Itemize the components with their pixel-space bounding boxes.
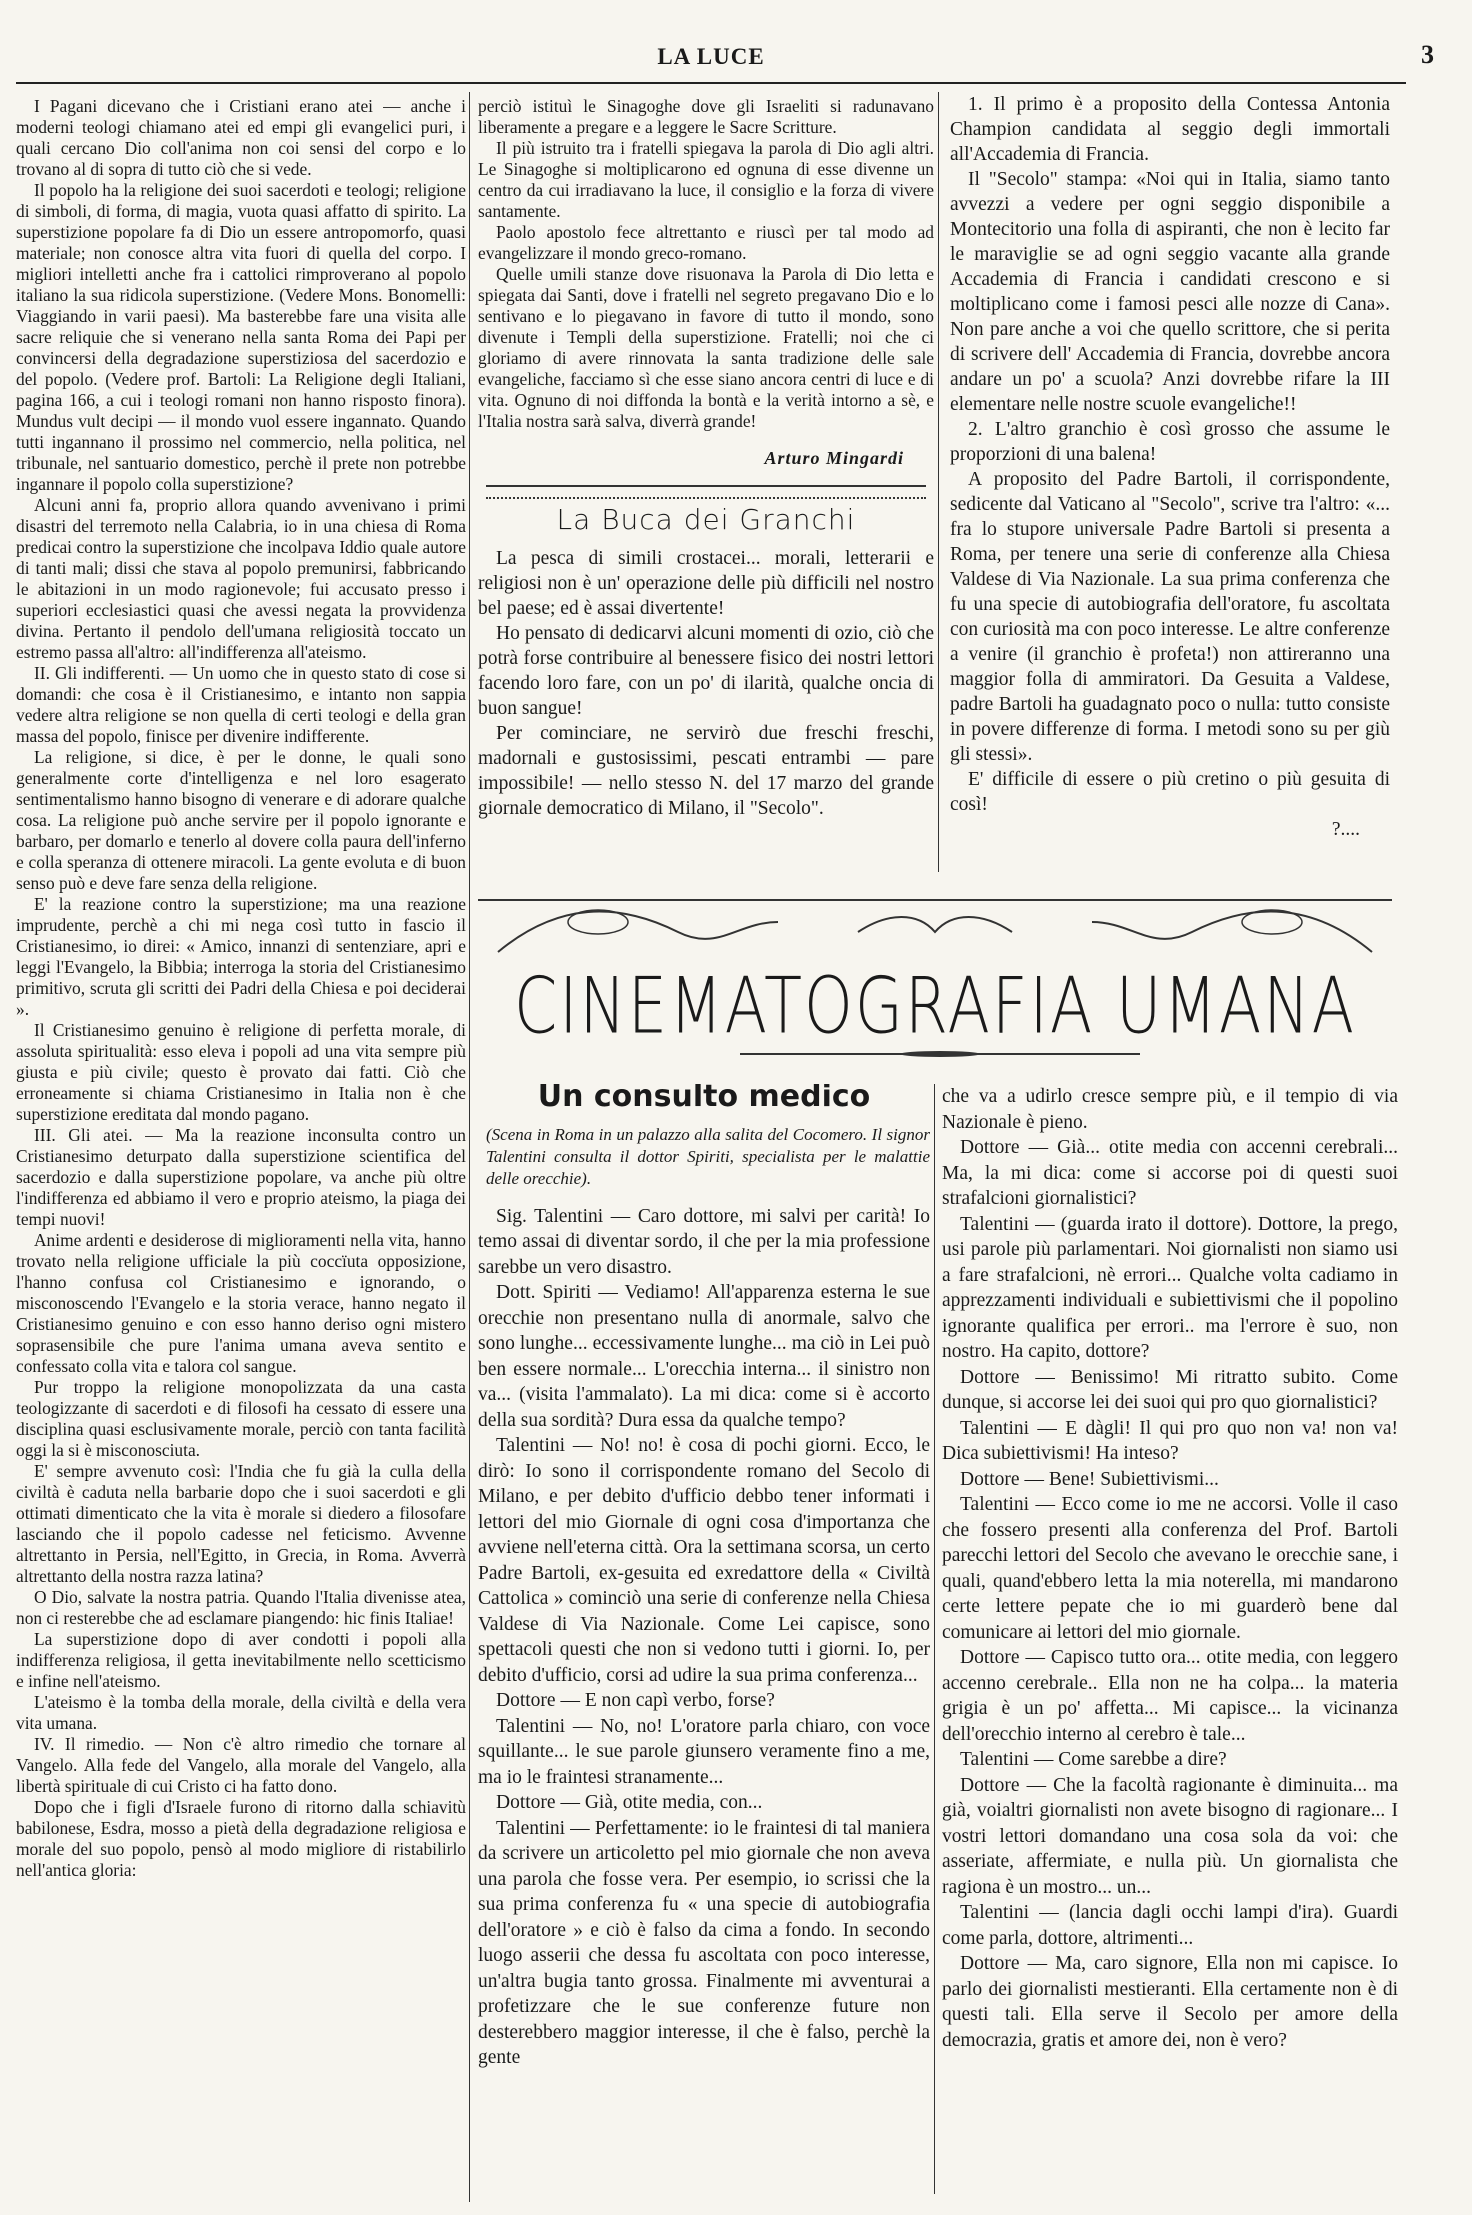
paragraph: 2. L'altro granchio è così grosso che assume le proporzioni di una balena!	[950, 419, 1390, 465]
paragraph: O Dio, salvate la nostra patria. Quando l'Italia divenisse atea, non ci resterebbe che ad esclamare piangendo: hic finis Italiae!	[16, 1587, 466, 1628]
column-divider	[469, 92, 470, 2202]
paragraph: Per cominciare, ne servirò due freschi freschi, madornali e gustosissimi, pescati entrambi — pare impossibile! — nello stesso N. del 17 marzo del grande giornale democratico di Milano, il "Secolo".	[478, 723, 934, 819]
dialogue-line: Talentini — (lancia dagli occhi lampi d'ira). Guardi come parla, dottore, altrimenti...	[942, 1902, 1398, 1949]
dialogue-line: Talentini — Perfettamente: io le fraintesi di tal maniera da scrivere un articoletto pel mio giornale che non aveva una parola che fosse vera. Per esempio, io scrissi che la sua prima conferenza fu « una specie di autobiografia dell'oratore » e ciò è falso da cima a fondo. In secondo luogo asserii che dessa fu ascoltata con poco interesse, un'altra bugia tanto grossa. Finalmente mi avventurai a profetizzare che le sue conferenze future non desterebbero maggior interesse, il che è falso, perchè la gente	[478, 1817, 930, 2068]
paragraph: L'ateismo è la tomba della morale, della civiltà e della vera vita umana.	[16, 1692, 466, 1733]
dialogue-line: Dott. Spiriti — Vediamo! All'apparenza esterna le sue orecchie non presentano nulla di anormale, salvo che sono lunghe... eccessivamente lunghe... ma ciò in Lei può ben essere normale... L'orecchia interna... il sinistro non va... (visita l'ammalato). La mi dica: come si è accorto della sua sordità? Dura essa da qualche tempo?	[478, 1282, 930, 1431]
header-rule	[16, 82, 1406, 84]
paragraph: Il più istruito tra i fratelli spiegava la parola di Dio agli altri. Le Sinagoghe si moltiplicarono ed ognuna di esse divenne un centro da cui irradiavano la luce, il consiglio e la forza di vivere santamente.	[478, 138, 934, 221]
paragraph: 1. Il primo è a proposito della Contessa Antonia Champion candidata al seggio degli immortali all'Accademia di Francia.	[950, 94, 1390, 165]
dialogue-line: Dottore — Già... otite media con accenni cerebrali... Ma, la mi dica: come si accorse poi di questi suoi strafalcioni giornalistici?	[942, 1137, 1398, 1209]
paragraph: Paolo apostolo fece altrettanto e riuscì per tal modo ad evangelizzare il mondo greco-romano.	[478, 222, 934, 263]
dialogue-line: Dottore — Bene! Subiettivismi...	[960, 1468, 1219, 1490]
dialogue-line: Dottore — Benissimo! Mi ritratto subito. Come dunque, si accorse lei dei suoi qui pro quo giornalistici?	[942, 1366, 1398, 1413]
dialogue-line: Talentini — No, no! L'oratore parla chiaro, con voce squillante... le sue parole giunsero veramente fino a me, ma io le fraintesi stranamente...	[478, 1715, 930, 1788]
paragraph: Il popolo ha la religione dei suoi sacerdoti e teologi; religione di simboli, di forma, di magia, vuota quasi affatto di spirito. La superstizione popolare fa di Dio un essere antropomorfo, quasi materiale; non conosce altra vita fuori di quella del corpo. I migliori intelletti anche fra i cattolici rimproverano al popolo italiano la sua ridicola superstizione. (Vedere Mons. Bonomelli: Viaggiando in varii paesi). Ma basterebbe fare una visita alle sacre reliquie che si venerano nella santa Roma dei Papi per convincersi della degradazione superstiziosa del sacerdozio e del popolo. (Vedere prof. Bartoli: La Religione degli Italiani, pagina 166, a cui i teologi romani non hanno risposto finora). Mundus vult decipi — il mondo vuol essere ingannato. Quando tutti ingannano il prossimo nel commercio, nella politica, nel tribunale, nel santuario domestico, perchè il prete non potrebbe ingannare il popolo colla superstizione?	[16, 180, 466, 494]
decorative-ornament	[478, 892, 1392, 962]
paragraph: IV. Il rimedio. — Non c'è altro rimedio che tornare al Vangelo. Alla fede del Vangelo, alla morale del Vangelo, alla libertà spirituale di cui Cristo ci ha fatto dono.	[16, 1734, 466, 1796]
article-title: Un consulto medico	[537, 1084, 871, 1114]
paragraph: Il Cristianesimo genuino è religione di perfetta morale, di assoluta spiritualità: esso eleva i popoli ad una vita sempre più giusta e più civile; questo è provato dai fatti. Ciò che erroneamente si chiama Cristianesimo in Italia non è che superstizione ereditata dal mondo pagano.	[16, 1020, 466, 1124]
dialogue-line: Talentini — Come sarebbe a dire?	[960, 1749, 1227, 1770]
dialogue-line: Dottore — Già, otite media, con...	[496, 1792, 763, 1813]
dialogue-line: Talentini — Ecco come io me ne accorsi. Volle il caso che fossero presenti alla conferenza del Prof. Bartoli parecchi lettori del Secolo che avevano le orecchie sane, i quali, quand'ebbero letta la mia noterella, mi mandarono certe lettere pepate che io mi guarderò bene dal comunicare ai lettori del mio giornale.	[942, 1494, 1398, 1643]
article-column-1	[16, 96, 466, 2196]
paragraph: E' sempre avvenuto così: l'India che fu già la culla della civiltà è caduta nella barbarie dopo che i suoi sacerdoti e gli ottimati dimenticato che la vita è morale si diedero a filosofare lasciando che il popolo cadesse nel feticismo. Avvenne altrettanto in Persia, nell'Egitto, in Grecia, in Roma. Avverrà altrettanto della nostra razza latina?	[16, 1461, 466, 1586]
dialogue-line: Dottore — Che la facoltà ragionante è diminuita... ma già, voialtri giornalisti non avete bisogno di ragionare... I vostri lettori domandano una cosa sola da voi: che asseriate, affermiate, e nulla più. Un giornalista che ragiona è un mostro... un...	[942, 1774, 1398, 1898]
paragraph: Il "Secolo" stampa: «Noi qui in Italia, siamo tanto avvezzi a vedere per ogni seggio disponibile a Montecitorio una folla di aspiranti, che non è lecito far le maraviglie se ad ogni seggio vacante alla grande Accademia di Francia i candidati crescono e si moltiplicano come i famosi pesci alle nozze di Cana». Non pare anche a voi che quello scrittore, che si perita di scrivere dell' Accademia di Francia, dovrebbe ancora andare un po' a scuola? Anzi dovrebbe rifare la III elementare nelle nostre scuole evangeliche!!	[950, 169, 1390, 415]
paragraph: E' difficile di essere o più cretino o più gesuita di così!	[950, 769, 1390, 815]
paragraph: Alcuni anni fa, proprio allora quando avvenivano i primi disastri del terremoto nella Calabria, io in una chiesa di Roma predicai contro la superstizione che incolpava Iddio quale autore di tanti mali; dissi che stava al popolo premunirsi, fabbricando le abitazioni in un modo ragionevole; fui accusato presso i superiori ecclesiastici quasi che avessi negata la provvidenza divina. Pertanto il pendolo dell'umana religiosità toccato un estremo passa all'altro: all'indifferenza all'ateismo.	[16, 495, 466, 662]
dialogue-line: Talentini — E dàgli! Il qui pro quo non va! non va! Dica subiettivismi! Ha inteso?	[942, 1417, 1398, 1464]
scene-intro: (Scena in Roma in un palazzo alla salita del Cocomero. Il signor Talentini consulta il dottor Spiriti, specialista per le malattie delle orecchie).	[486, 1124, 930, 1188]
column-divider	[938, 92, 939, 872]
paragraph: Ho pensato di dedicarvi alcuni momenti di ozio, ciò che potrà forse contribuire al benessere fisico dei nostri lettori facendo loro fare, con un po' di ilarità, qualche oncia di buon sangue!	[478, 623, 934, 719]
dialogue-line: Talentini — No! no! è cosa di pochi giorni. Ecco, le dirò: Io sono il corrispondente romano del Secolo di Milano, e per debito d'ufficio debbo tener informati i lettori del mio Giornale di ogni cosa d'importanza che avviene nell'eterna città. Ora la settimana scorsa, un certo Padre Bartoli, ex-gesuita ed exredattore della « Civiltà Cattolica » cominciò una serie di conferenze nella Chiesa Valdese di Via Nazionale. Come Lei capisce, sono spettacoli questi che non si vedono tutti i giorni. Io, per debito d'ufficio, corsi ad udire la sua prima conferenza...	[478, 1435, 930, 1686]
section-title: La Buca dei Granchi	[556, 503, 856, 536]
paragraph: La superstizione dopo di aver condotti i popoli alla indifferenza religiosa, il getta inevitabilmente nello scetticismo e infine nell'ateismo.	[16, 1629, 466, 1691]
paragraph: Anime ardenti e desiderose di miglioramenti nella vita, hanno trovato nella religione ufficiale la più coccïuta opposizione, l'hanno confusa col Cristianesimo e ignorando, o misconoscendo l'Evangelo e la storia verace, hanno negato il Cristianesimo genuino e con esso hanno deriso ogni mistero soprasensibile che pure l'anima umana aveva sentito e confessato colla vita e talora col sangue.	[16, 1230, 466, 1376]
article-column-3	[950, 92, 1390, 842]
column-divider	[934, 1084, 935, 2194]
paragraph: La religione, si dice, è per le donne, le quali sono generalmente corte d'intelligenza e nel loro esagerato sentimentalismo hanno bisogno di venerare e di adorare qualche cosa. La religione può anche servire per il popolo ignorante e barbaro, per domarlo e tenerlo al dovere colla paura dell'inferno e colla speranza di ottenere miracoli. La gente evoluta e di buon senso può e deve fare senza della religione.	[16, 747, 466, 893]
paragraph: Pur troppo la religione monopolizzata da una casta teologizzante di sacerdoti e di filosofi ha cessato di essere una disciplina quasi esclusivamente morale, perciò con tanta facilità oggi la si è misconosciuta.	[16, 1377, 466, 1460]
page-number: 3	[1421, 40, 1434, 69]
paragraph: III. Gli atei. — Ma la reazione inconsulta contro un Cristianesimo deturpato dalla superstizione scientifica del sacerdozio e dalla superstizione popolare, va anche più oltre l'indifferenza ed abbiamo il vero e proprio ateismo, la piaga dei tempi nuovi!	[16, 1125, 466, 1229]
paragraph: La pesca di simili crostacei... morali, letterarii e religiosi non è un' operazione delle più difficili nel nostro bel paese; ed è assai divertente!	[478, 548, 934, 619]
closing-mark: ?....	[1331, 819, 1360, 840]
page-header	[16, 40, 1434, 84]
dialogue-line: Dottore — Ma, caro signore, Ella non mi capisce. Io parlo dei giornalisti mestieranti. Ella certamente non è di questi tali. Ella serve il Secolo per amore della democrazia, gratis et amore dei, non è vero?	[942, 1953, 1398, 2051]
section-divider	[486, 485, 926, 499]
dialogue-column-1	[478, 1084, 930, 2194]
dialogue-line: Dottore — E non capì verbo, forse?	[496, 1690, 775, 1711]
paragraph: Dopo che i figli d'Israele furono di ritorno dalla schiavitù babilonese, Esdra, mosso a pietà della degradazione religiosa e morale del suo popolo, pensò al modo migliore di ristabilirlo nell'antica gloria:	[16, 1797, 466, 1880]
paragraph: II. Gli indifferenti. — Un uomo che in questo stato di cose si domandi: che cosa è il Cristianesimo, e intanto non sappia vedere altra religione se non quella di certi teologi e della gran massa del popolo, finisce per divenire indifferente.	[16, 663, 466, 746]
paragraph: Quelle umili stanze dove risuonava la Parola di Dio letta e spiegata dai Santi, dove i fratelli nel segreto pregavano Dio e lo sentivano e lo piegavano in favore di tutto il mondo, sono divenute i Templi della superstizione. Fratelli; noi che ci gloriamo di avere rinnovata la santa tradizione delle sale evangeliche, facciamo sì che esse siano ancora centri di luce e di vita. Ognuno di noi diffonda la bontà e la verità intorno a sè, e l'Italia nostra sarà salva, diverrà grande!	[478, 264, 934, 431]
author-signature: Arturo Mingardi	[764, 448, 904, 468]
paragraph: A proposito del Padre Bartoli, il corrispondente, sedicente dal Vaticano al "Secolo", scrive tra l'altro: «... fra lo stupore universale Padre Bartoli si presenta a Roma, per tenere una serie di conferenze alla Chiesa Valdese di Via Nazionale. La sua prima conferenza che fu una specie di autobiografia dell'oratore, fu ascoltata con curiosità ma con poco interesse. Le altre conferenze a venire (il granchio è profeta!) non attireranno una maggior folla di ammiratori. Da Gesuita a Valdese, padre Bartoli ha guadagnato poco o nulla: tutto consiste in povere differenze di forma. I metodi sono su per giù gli stessi».	[950, 469, 1390, 765]
dialogue-line: Dottore — Capisco tutto ora... otite media, con leggero accenno cerebrale.. Ella non ne ha colpa... la materia grigia è un po' affetta... Mi capisce... la vicinanza dell'orecchio interno al cerebro è tale...	[942, 1647, 1398, 1745]
paragraph: perciò istituì le Sinagoghe dove gli Israeliti si radunavano liberamente a pregare e a leggere le Sacre Scritture.	[478, 96, 934, 137]
section-banner-title: CINEMATOGRAFIA UMANA	[513, 960, 1357, 1052]
paragraph: I Pagani dicevano che i Cristiani erano atei — anche i moderni teologi chiamano atei ed empi gli evangelici puri, i quali cercano Dio coll'anima non coi sensi del corpo e lo trovano al di sopra di tutto ciò che si vede.	[16, 96, 466, 179]
dialogue-line: che va a udirlo cresce sempre più, e il tempio di via Nazionale è pieno.	[942, 1086, 1398, 1133]
newspaper-title: LA LUCE	[657, 44, 765, 69]
dialogue-line: Talentini — (guarda irato il dottore). Dottore, la prego, usi parole più parlamentari. Noi giornalisti non siamo usi a fare strafalcioni, nè errori... Qualche volta cadiamo in apprezzamenti individuali e subiettivismi che il popolino ignorante qualifica per errori.. ma l'errore è suo, non nostro. Ha capito, dottore?	[942, 1213, 1398, 1362]
paragraph: E' la reazione contro la superstizione; ma una reazione imprudente, perchè a chi mi nega così tutto in fascio il Cristianesimo, io direi: « Amico, innanzi di sentenziare, apri e leggi l'Evangelo, la Bibbia; interroga la storia del Cristianesimo primitivo, scruta gli scritti dei Padri della Chiesa e poi deciderai ».	[16, 894, 466, 1019]
dialogue-line: Sig. Talentini — Caro dottore, mi salvi per carità! Io temo assai di diventar sordo, il che per la mia professione sarebbe un vero disastro.	[478, 1205, 930, 1278]
dialogue-column-2	[942, 1084, 1398, 2194]
article-column-2	[478, 96, 934, 821]
banner-rule	[740, 1050, 1140, 1058]
